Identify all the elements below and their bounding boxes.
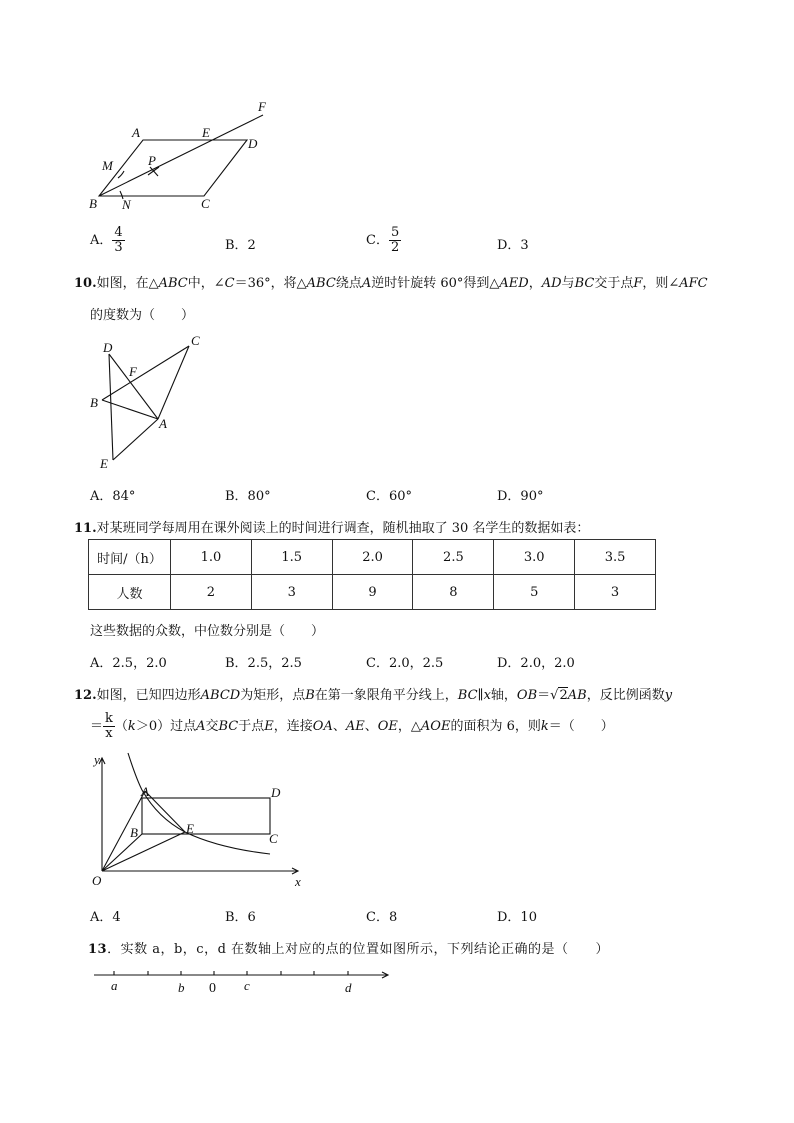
table-cell: 2	[171, 575, 252, 610]
q9-label-f: F	[258, 99, 266, 114]
q9-label-m: M	[102, 158, 113, 173]
q9-option-a-label: A．	[90, 233, 113, 248]
q12-option-a[interactable]: A．4	[90, 910, 121, 925]
q9-label-a: A	[132, 125, 140, 140]
q10-t-h: A	[361, 276, 372, 291]
q9-option-c-fraction	[389, 226, 401, 255]
q12-t2-g: BC	[218, 719, 239, 734]
q9-option-a-den: 3	[114, 240, 123, 255]
q13-label-zero: 0	[209, 981, 216, 996]
q12-label-b: B	[130, 825, 138, 840]
q9-option-c[interactable]	[366, 226, 401, 255]
q10-t-m: 与	[561, 276, 575, 291]
q10-t-k: ，	[528, 276, 542, 291]
q12-seg-oa	[102, 791, 145, 871]
q12-t-k: ＝	[537, 688, 551, 703]
q12-seg-ae	[145, 791, 185, 832]
q11-question	[74, 517, 589, 536]
q10-option-c[interactable]: C．60°	[366, 489, 412, 504]
q9-option-a[interactable]	[90, 226, 125, 255]
q9-line-bf	[99, 115, 263, 196]
q12-line2	[90, 712, 614, 741]
q12-t2-j: ，连接	[273, 719, 313, 734]
q10-seg-ca	[158, 346, 189, 419]
q12-t-e: 在第一象限角平分线上，	[314, 688, 458, 703]
table-cell: 2.5	[413, 540, 494, 575]
q12-line1	[74, 684, 672, 703]
table-cell: 3.5	[575, 540, 656, 575]
q11-after-text: 这些数据的众数，中位数分别是（ ）	[90, 624, 325, 639]
q10-number: 10.	[74, 276, 97, 291]
q12-option-b[interactable]: B．6	[225, 910, 256, 925]
q11-option-c[interactable]: C．2.0，2.5	[366, 656, 444, 671]
q12-hyperbola	[128, 753, 270, 854]
q11-option-d[interactable]: D．2.0，2.0	[497, 656, 575, 671]
q12-t2-r: 的面积为 6，则	[450, 719, 541, 734]
q12-t2-l: 、	[332, 719, 346, 734]
q12-label-d: D	[271, 785, 281, 800]
q11-number: 11.	[74, 521, 97, 536]
q10-label-d: D	[103, 340, 113, 355]
q12-label-x: x	[295, 874, 301, 889]
q10-seg-ea	[113, 419, 158, 460]
q9-label-n: N	[122, 197, 131, 212]
q13-number: 13	[88, 942, 108, 957]
table-cell: 3	[251, 575, 332, 610]
q12-t2-m: AE	[345, 719, 365, 734]
q9-label-d: D	[248, 136, 258, 151]
q9-option-c-num: 5	[390, 225, 400, 240]
q12-sqrt: √2	[550, 688, 568, 703]
q10-label-e: E	[100, 456, 108, 471]
q12-option-c[interactable]: C．8	[366, 910, 398, 925]
q12-t-g: ∥	[477, 688, 484, 703]
q11-text: 对某班同学每周用在课外阅读上的时间进行调查，随机抽取了 30 名学生的数据如表：	[96, 521, 590, 536]
q10-t-e: ＝36°，将△	[234, 276, 307, 291]
q13-label-c: c	[244, 978, 250, 993]
q10-t-c: 中，∠	[187, 276, 225, 291]
q10-label-b: B	[90, 395, 98, 410]
q13-question	[88, 938, 609, 957]
q13-label-a: a	[111, 978, 118, 993]
q12-t2-p: ，△	[397, 719, 421, 734]
q10-t-d: C	[224, 276, 235, 291]
table-cell: 2.0	[332, 540, 413, 575]
q10-t-o: 交于点	[594, 276, 634, 291]
q12-label-o: O	[92, 873, 102, 888]
q9-label-b: B	[89, 196, 97, 211]
table-cell: 8	[413, 575, 494, 610]
table-cell: 1.5	[251, 540, 332, 575]
q10-t-a: 如图，在△	[96, 276, 159, 291]
q12-t-o: y	[664, 688, 673, 703]
q12-sqrt-radicand: 2	[559, 688, 568, 703]
q12-t-f: BC	[457, 688, 478, 703]
q9-label-e: E	[202, 125, 210, 140]
q13-text: ．实数 a，b，c，d 在数轴上对应的点的位置如图所示，下列结论正确的是（ ）	[107, 942, 610, 957]
table-cell: 3	[575, 575, 656, 610]
q9-parallelogram	[99, 140, 247, 196]
q10-line1	[74, 272, 708, 291]
q12-label-c: C	[269, 831, 278, 846]
q11-table-row-time	[89, 540, 656, 575]
q10-t-r: AFC	[679, 276, 708, 291]
q12-t2-b: （	[114, 719, 128, 734]
q9-option-d[interactable]: D．3	[497, 238, 529, 253]
table-cell: 3.0	[494, 540, 575, 575]
q12-t2-c: k	[127, 719, 136, 734]
q12-t-c: 为矩形，点	[240, 688, 306, 703]
q9-option-a-num: 4	[114, 225, 123, 240]
q10-figure	[85, 330, 215, 475]
q13-number-line	[88, 960, 398, 1000]
q10-t-j: AED	[499, 276, 529, 291]
q12-t2-h: 于点	[238, 719, 265, 734]
q10-t-n: BC	[574, 276, 595, 291]
q12-frac-num: k	[105, 711, 113, 726]
q12-label-e: E	[186, 821, 194, 836]
q12-t2-n: 、	[364, 719, 378, 734]
q10-line2: 的度数为（ ）	[90, 308, 195, 323]
q11-table	[88, 539, 656, 610]
q12-t-h: x	[483, 688, 491, 703]
q11-option-b[interactable]: B．2.5，2.5	[225, 656, 302, 671]
q9-arc-m	[118, 171, 124, 178]
q10-t-p: F	[633, 276, 643, 291]
q10-label-a: A	[159, 416, 167, 431]
q12-seg-oe	[102, 832, 185, 871]
q12-t2-e: A	[196, 719, 206, 734]
q12-t-j: OB	[516, 688, 538, 703]
q10-seg-de	[109, 354, 113, 460]
q12-t-m: AB	[567, 688, 587, 703]
q9-figure	[80, 95, 290, 220]
q12-t2-d: ＞0）过点	[135, 719, 197, 734]
q12-t2-f: 交	[205, 719, 219, 734]
q12-t-d: B	[305, 688, 315, 703]
q10-option-a[interactable]: A．84°	[90, 489, 136, 504]
q10-seg-bc	[102, 346, 189, 400]
q12-t2-i: E	[264, 719, 274, 734]
q12-figure	[88, 748, 313, 893]
q9-label-p: P	[148, 153, 156, 168]
q11-table-row-count	[89, 575, 656, 610]
q12-t-i: 轴，	[490, 688, 517, 703]
q12-t2-s: k	[540, 719, 549, 734]
q10-option-b[interactable]: B．80°	[225, 489, 271, 504]
q12-t2-q: AOE	[420, 719, 451, 734]
q10-label-f: F	[129, 364, 137, 379]
q12-label-y: y	[94, 752, 100, 767]
q10-t-g: 绕点	[335, 276, 362, 291]
q10-t-f: ABC	[306, 276, 336, 291]
q12-number: 12.	[74, 688, 97, 703]
q10-label-c: C	[191, 333, 200, 348]
table-cell: 5	[494, 575, 575, 610]
q11-table-header-time: 时间/（h）	[89, 540, 171, 575]
q12-t-b: ABCD	[200, 688, 241, 703]
q10-t-b: ABC	[158, 276, 188, 291]
q12-t2-o: OE	[377, 719, 398, 734]
table-cell: 9	[332, 575, 413, 610]
q9-label-c: C	[201, 196, 210, 211]
q9-option-c-den: 2	[390, 240, 400, 255]
q11-option-a[interactable]: A．2.5，2.0	[90, 656, 167, 671]
q12-fraction	[103, 712, 115, 741]
q12-rectangle	[142, 798, 270, 834]
q10-option-d[interactable]: D．90°	[497, 489, 544, 504]
q11-table-header-count: 人数	[89, 575, 171, 610]
q9-option-b[interactable]: B．2	[225, 238, 256, 253]
q12-label-a: A	[141, 784, 149, 799]
q10-t-l: AD	[541, 276, 562, 291]
q9-option-c-label: C．	[366, 233, 389, 248]
q12-frac-den: x	[105, 726, 113, 741]
q10-t-i: 逆时针旋转 60°得到△	[371, 276, 500, 291]
q12-t-n: ，反比例函数	[586, 688, 665, 703]
q12-t-a: 如图，已知四边形	[96, 688, 201, 703]
q12-option-d[interactable]: D．10	[497, 910, 537, 925]
q12-t2-t: ＝（ ）	[548, 719, 614, 734]
table-cell: 1.0	[171, 540, 252, 575]
q12-t2-k: OA	[312, 719, 333, 734]
q10-t-q: ，则∠	[642, 276, 680, 291]
q9-option-a-fraction	[112, 226, 124, 255]
q13-label-b: b	[178, 980, 185, 995]
q10-seg-ba	[102, 400, 158, 419]
q13-label-d: d	[345, 980, 352, 995]
q12-t2-a: ＝	[90, 719, 104, 734]
